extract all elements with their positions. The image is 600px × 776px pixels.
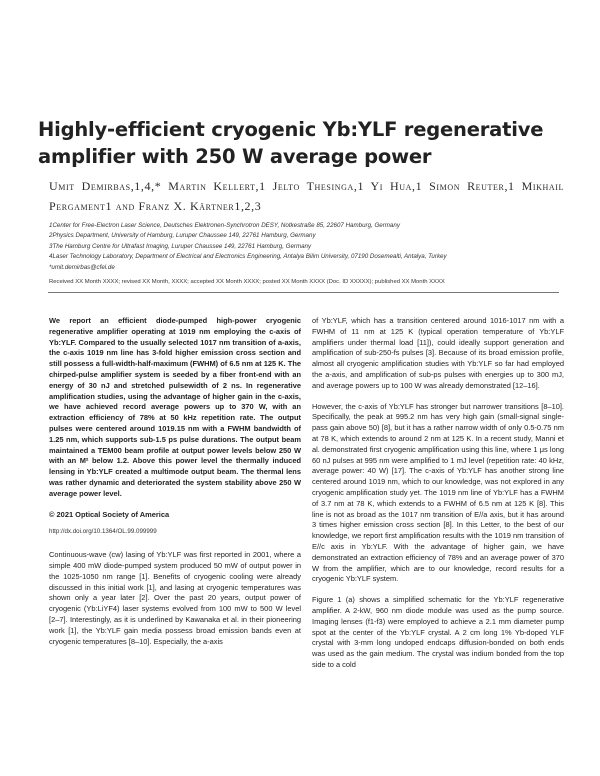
abstract: We report an efficient diode-pumped high-power cryogenic regenerative amplifier operating at 1019 nm employing the c-axis of Yb:YLF. Compared to the usually selected 1017 nm transition of a-axis, the c-axis 1019 nm line has 3-fold higher emission cross section and still possess a full-width-half-maximum (FWHM) of 6.5 nm at 125 K. The chirped-pulse amplifier system is seeded by a fiber front-end with an energy of 30 nJ and stretched pulsewidth of 2 ns. In regenerative amplification studies, using the advantage of higher gain in the c-axis, we have achieved record average powers up to 370 W, with an extraction efficiency of 78% at 50 kHz repetition rate. The output pulses were centered around 1019.15 nm with a FWHM bandwidth of 1.25 nm, which supports sub-1.5 ps pulse durations. The output beam maintained a TEM00 beam profile at output power levels below 250 W with an M² below 1.2. Above this power level the thermally induced lensing in Yb:YLF created a multimode output beam. The thermal lens was rather dynamic and deteriorated the system stability above 250 W average power level. <box>49 316 301 498</box>
body-paragraph-2: However, the c-axis of Yb:YLF has stronger but narrower transitions [8–10]. Specifically, the peak at 995.2 nm has very high gain (small-signal single-pass gain above 50) [8], but it has a rather narrow width of only 0.5-0.75 nm at 78 K, which extends to around 2 nm at 125 K. In a recent study, Manni et al. demonstrated first cryogenic amplification using this line, where 1 μs long 60 nJ pulses at 995 nm were amplified to 1 mJ level (repetition rate: 40 kHz, average power: 40 W) [17]. The c-axis of Yb:YLF has another strong line centered around 1019 nm, which to our knowledge, was not explored in any cryogenic amplification study yet. The 1019 nm line of Yb:YLF has a FWHM of 3.7 nm at 78 K, which extends to a FWHM of 6.5 nm at 125 K [8]. This line is not as broad as the 1017 nm transition of E//a axis, but it has around 3 times higher emission cross section [8]. In this Letter, to the best of our knowledge, we report first amplification results with the 1019 nm transition of E//c axis in Yb:YLF. With the advantage of higher gain, we have demonstrated an extraction efficiency of 78% and an average power of 370 W from the amplifier, which are to our knowledge, record results for a cryogenic Yb:YLF system. <box>312 401 564 584</box>
doi-link[interactable]: http://dx.doi.org/10.1364/OL.99.099999 <box>49 528 157 536</box>
author-list: Umit Demirbas,1,4,* Martin Kellert,1 Jelto Thesinga,1 Yi Hua,1 Simon Reuter,1 Mikhail Pergament1 and Franz X. Kärtner1,2,3 <box>49 179 564 213</box>
affiliation-2: 2Physics Department, University of Hamburg, Luruper Chaussee 149, 22761 Hamburg, Germany <box>49 232 316 240</box>
body-paragraph-1: of Yb:YLF, which has a transition centered around 1016-1017 nm with a FWHM of 11 nm at 125 K (typical operation temperature of Yb:YLF amplifiers under thermal load [11]), could ideally support generation and amplification of sub-250-fs pulses [3]. Because of its broad emission profile, almost all cryogenic amplification studies with Yb:YLF so far had employed the a-axis, and amplification of sub-ps pulses with energies up to 300 mJ, and average powers up to 100 W was already demonstrated [12–16]. <box>312 316 564 390</box>
left-column <box>49 316 301 647</box>
affiliation-4: 4Laser Technology Laboratory, Department of Electrical and Electronics Engineering, Antalya Bilim University, 07190 Dosemealti, Antalya, Turkey <box>49 253 447 261</box>
corresponding-email[interactable]: *umit.demirbas@cfel.de <box>49 263 115 271</box>
right-column <box>312 316 564 671</box>
affiliation-1: 1Center for Free-Electron Laser Science, Deutsches Elektronen-Synchrotron DESY, Notkestraße 85, 22607 Hamburg, Germany <box>49 222 400 229</box>
received-dates: Received XX Month XXXX; revised XX Month, XXXX; accepted XX Month XXXX; posted XX Month XXXX (Doc. ID XXXXX); published XX Month XXXX <box>49 279 445 285</box>
affiliations <box>49 221 569 273</box>
intro-paragraph: Continuous-wave (cw) lasing of Yb:YLF was first reported in 2001, where a simple 400 mW diode-pumped system produced 50 mW of output power in the 1025-1050 nm range [1]. Benefits of cryogenic cooling were already discussed in this initial work [1], and lasing at cryogenic temperatures was shown only a year later [2]. Over the past 20 years, output power of cryogenic (Yb:LiYF4) laser systems evolved from 100 mW to 500 W level [2–7]. Interestingly, as it is underlined by Kawanaka et al. in their pioneering work [1], the Yb:YLF gain media possess broad emission bands even at cryogenic temperatures [8–10]. Especially, the a-axis <box>49 550 301 646</box>
copyright-notice: © 2021 Optical Society of America <box>49 509 170 519</box>
header-divider <box>48 292 559 293</box>
affiliation-3: 3The Hamburg Centre for Ultrafast Imaging, Luruper Chaussee 149, 22761 Hamburg, Germany <box>49 242 312 250</box>
body-paragraph-3: Figure 1 (a) shows a simplified schematic for the Yb:YLF regenerative amplifier. A 2-kW, 960 nm diode module was used as the pump source. Imaging lenses (f1-f3) were employed to achieve a 2.1 mm diameter pump spot at the center of the Yb:YLF crystal. A 2 cm long 1% Yb-doped YLF crystal with 3-mm long undoped endcaps diffusion-bonded on both ends was used as the gain medium. The crystal was indium bonded from the top side to a cold <box>312 595 564 669</box>
paper-title: Highly-efficient cryogenic Yb:YLF regenerative amplifier with 250 W average power <box>38 118 544 168</box>
